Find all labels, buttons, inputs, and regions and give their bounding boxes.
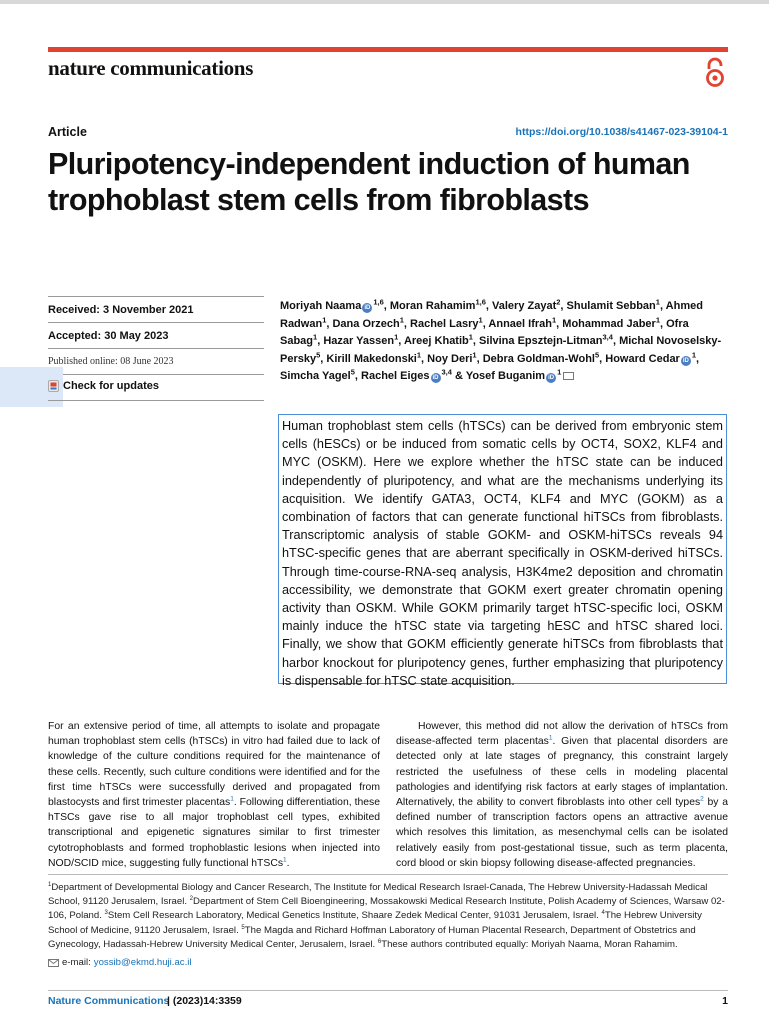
header-accent-rule: [48, 47, 728, 52]
author-name: Mohammad Jaber: [562, 317, 656, 330]
abstract-highlight-box[interactable]: [278, 414, 727, 688]
author-name: Hazar Yassen: [323, 335, 395, 347]
affiliation-marker: 1: [313, 332, 318, 342]
author-name: Ahmed Radwan: [280, 300, 703, 330]
email-icon: [48, 959, 59, 967]
author-name: Simcha Yagel: [280, 370, 351, 382]
body-column-left: For an extensive period of time, all attempts to isolate and propagate human trophoblast stem cells (hTSCs) in vitro had failed due to lack of knowledge of the culture conditions required for the maintenance of these cells. Recently, such culture conditions were identified and for the first time hTSCs were successfully derived and propagated from blastocysts and first trimester placentas$^1$. Following differentiation, these hTSCs gave rise to all major trophoblast cell types, exhibited transcriptional and epigenetic signatures similar to first trimester cytotrophoblasts and formed trophoblastic lesions when injected into NOD/SCID mice, suggesting fully functional hTSCs$^1$.: [48, 721, 380, 869]
reference-marker: 2: [700, 795, 704, 803]
published-date: Published online: 08 June 2023: [48, 356, 174, 367]
sidebar-divider: [48, 348, 264, 349]
affiliation-marker: 3,4: [441, 367, 452, 377]
orcid-icon[interactable]: iD: [548, 375, 555, 381]
received-date: Received: 3 November 2021: [48, 304, 194, 316]
abstract-text: Human trophoblast stem cells (hTSCs) can be derived from embryonic stem cells (hESCs) or be induced from somatic cells by OCT4, SOX2, KLF4 and MYC (OSKM). Here we explore whether the hTSC state can be induced independently of pluripotency, and what are the mechanisms underlying its acquisition. We identify GATA3, OCT4, KLF4 and MYC (GOKM) as a combination of factors that can generate functional hiTSCs from fibroblasts. Transcriptomic analysis of stable GOKM- and OSKM-hiTSCs reveals 94 hTSC-specific genes that are aberrant specifically in OSKM-derived hiTSCs. Through time-course-RNA-seq analysis, H3K4me2 deposition and chromatin accessibility, we demonstrate that GOKM exert greater chromatin opening activity than OSKM. While GOKM primarily target hTSC-specific loci, OSKM mainly induce the hTSC state via targeting hESC and hTSC shared loci. Finally, we show that GOKM efficiently generate hiTSCs from fibroblasts that harbor knockout for pluripotency genes, further emphasizing that pluripotency is dispensable for hTSC state acquisition.: [282, 419, 723, 688]
author-list: Moriyah Naama iD$^{1,6}$, Moran Rahamim$^{1,6}$, Valery Zayat$^2$, Shulamit Sebban$^1$, Ahmed Radwan$^1$, Dana Orzech$^1$, Rachel Lasry$^1$, Annael Ifrah$^1$, Mohammad Jaber$^1$, Ofra Sabag$^1$, Hazar Yassen$^1$, Areej Khatib$^1$, Silvina Epsztejn-Litman$^{3,4}$, Michal Novoselsky-Persky$^5$, Kirill Makedonski$^1$, Noy Deri$^1$, Debra Goldman-Wohl$^5$, Howard Cedar $iD^1$, Simcha Yagel$^5$, Rachel Eiges iD$^{3,4}$ & Yosef Buganim $iD^1$: [280, 297, 722, 382]
affiliation-marker: 5: [316, 349, 321, 359]
author-name: Michal Novoselsky-Persky: [280, 335, 722, 365]
affiliation-number: 6: [377, 938, 382, 945]
author-name: Moran Rahamim: [389, 300, 476, 312]
affiliation-marker: 1: [655, 314, 660, 324]
affiliation-marker: 1: [478, 314, 483, 324]
author-name: Annael Ifrah: [488, 317, 552, 330]
article-type-label: Article: [48, 125, 87, 139]
author-name: Rachel Eiges: [361, 370, 430, 382]
affiliation-marker: 5: [594, 349, 600, 359]
check-updates-icon: [48, 380, 59, 392]
open-access-icon: [704, 57, 726, 89]
affiliation-number: 2: [189, 896, 194, 903]
affiliation-marker: 1: [399, 314, 404, 324]
affiliation-marker: 1: [551, 314, 557, 324]
footer-citation: | (2023)14:3359: [167, 995, 242, 1007]
reference-marker: 1: [283, 856, 287, 864]
orcid-icon[interactable]: iD: [682, 357, 689, 364]
reference-marker: 1: [548, 734, 553, 742]
check-updates-label: Check for updates: [63, 380, 159, 392]
author-name: Howard Cedar: [605, 352, 680, 365]
journal-name: nature communications: [48, 56, 254, 80]
body-column-right: However, this method did not allow the derivation of hTSCs from disease-affected term placentas$^1$. Given that placental disorders are detected only at late stages of pregnancy, this constraint largely restricted the usefulness of these cells in modeling placental pathologies and identifying risk factors at early stages of implantation. Alternatively, the ability to convert fibroblasts into other cell types$^2$ by a defined number of transcription factors opens an attractive avenue which resolves this limitation, as mesenchymal cells can be isolated relatively easily from post-gestational tissue, such as term placenta, cord blood or skin biopsy following disease-affected pregnancies.: [396, 721, 728, 869]
doi-link[interactable]: https://doi.org/10.1038/s41467-023-39104-1: [515, 126, 728, 138]
affiliation-marker: 1: [416, 349, 422, 359]
affiliation-number: 3: [104, 910, 108, 917]
affiliation-marker: 5: [350, 367, 355, 377]
email-icon[interactable]: [563, 372, 574, 380]
sidebar-divider: [48, 374, 264, 375]
affiliation-marker: 1,6: [373, 297, 384, 307]
author-name: Kirill Makedonski: [326, 352, 417, 365]
affiliation-number: 5: [241, 924, 245, 931]
author-name: Areej Khatib: [403, 335, 469, 347]
author-name: Debra Goldman-Wohl: [482, 352, 595, 365]
sidebar-divider: [48, 322, 264, 323]
affiliation-marker: 1: [468, 332, 473, 342]
author-name: Silvina Epsztejn-Litman: [479, 335, 603, 347]
author-name: Shulamit Sebban: [566, 300, 656, 312]
reference-marker: 1: [230, 795, 234, 803]
page-number: 1: [722, 995, 728, 1007]
affiliation-marker: 1: [691, 349, 697, 359]
check-for-updates-button[interactable]: [48, 380, 159, 392]
author-name: Moriyah Naama: [280, 300, 362, 312]
sidebar-divider: [48, 296, 264, 297]
footer-journal-link[interactable]: Nature Communications: [48, 995, 170, 1007]
affiliation-marker: 1: [655, 297, 660, 307]
affiliation-marker: 3,4: [602, 332, 613, 342]
email-link[interactable]: yossib@ekmd.huji.ac.il: [93, 957, 192, 968]
affiliation-marker: 1: [394, 332, 399, 342]
correspondence-email: [48, 957, 192, 968]
affiliation-marker: 2: [556, 297, 561, 307]
author-name: Ofra Sabag: [280, 317, 689, 347]
affiliation-marker: 1: [322, 314, 327, 324]
affiliation-number: 4: [601, 910, 605, 917]
email-label: e-mail:: [62, 957, 91, 968]
affiliation-marker: 1,6: [475, 297, 486, 307]
article-title: Pluripotency-independent induction of human trophoblast stem cells from fibroblasts: [48, 147, 690, 217]
accepted-date: Accepted: 30 May 2023: [48, 330, 169, 342]
author-name: Valery Zayat: [492, 300, 557, 312]
author-name: Dana Orzech: [332, 317, 400, 330]
affiliation-number: 1: [48, 881, 52, 888]
author-name: Yosef Buganim: [465, 370, 546, 382]
affiliation-marker: 1: [557, 367, 562, 377]
author-name: Rachel Lasry: [410, 317, 479, 330]
viewer-top-bar: [0, 0, 769, 4]
footnote-divider: [48, 874, 728, 875]
orcid-icon[interactable]: iD: [364, 305, 371, 311]
affiliations: $^1$Department of Developmental Biology and Cancer Research, The Institute for Medical Research Israel-Canada, The Hebrew University-Hadassah Medical School, 91120 Jerusalem, Israel. $^2$Department of Stem Cell Bioengineering, Mossakowski Medical Research Institute, Polish Academy of Sciences, Warsaw 02-106, Poland. $^3$Stem Cell Research Laboratory, Medical Genetics Institute, Shaare Zedek Medical Center, 91031 Jerusalem, Israel. $^4$The Hebrew University School of Medicine, 91120 Jerusalem, Israel. $^5$The Magda and Richard Hoffman Laboratory of Human Placental Research, Department of Obstetrics and Gynecology, Hadassah-Hebrew University Medical Center, Jerusalem, Israel. $^6$These authors contributed equally: Moriyah Naama, Moran Rahamim.: [48, 881, 725, 950]
footer-divider: [48, 990, 728, 991]
author-name: Noy Deri: [427, 352, 473, 365]
orcid-icon[interactable]: iD: [432, 375, 439, 381]
sidebar-divider: [48, 400, 264, 401]
affiliation-marker: 1: [472, 349, 477, 359]
